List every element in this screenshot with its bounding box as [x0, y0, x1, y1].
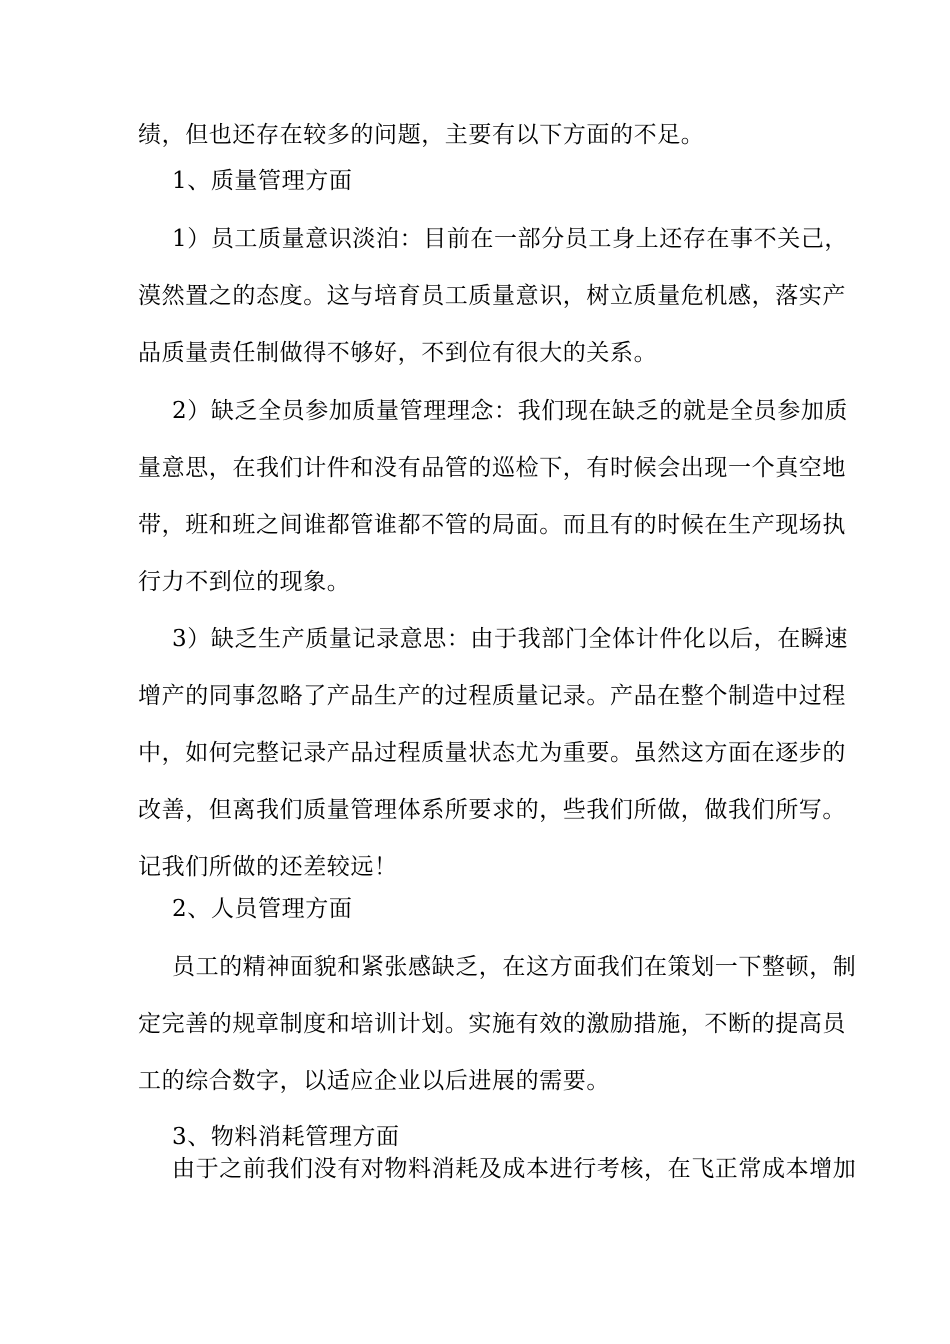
paragraph-line: 定完善的规章制度和培训计划。实施有效的激励措施，不断的提高员	[138, 1011, 846, 1037]
paragraph-line: 增产的同事忽略了产品生产的过程质量记录。产品在整个制造中过程	[138, 683, 846, 709]
paragraph-line: 改善，但离我们质量管理体系所要求的，些我们所做，做我们所写。	[138, 797, 846, 823]
paragraph-line: 2）缺乏全员参加质量管理理念：我们现在缺乏的就是全员参加质	[172, 398, 849, 424]
paragraph-line: 由于之前我们没有对物料消耗及成本进行考核，在飞正常成本增加	[172, 1156, 857, 1182]
paragraph-line: 员工的精神面貌和紧张感缺乏，在这方面我们在策划一下整顿，制	[172, 954, 857, 980]
section-heading-personnel: 2、人员管理方面	[172, 896, 353, 922]
paragraph-line: 漠然置之的态度。这与培育员工质量意识，树立质量危机感，落实产	[138, 283, 846, 309]
paragraph-line: 中，如何完整记录产品过程质量状态尤为重要。虽然这方面在逐步的	[138, 740, 846, 766]
paragraph-line: 1）员工质量意识淡泊：目前在一部分员工身上还存在事不关己，	[172, 226, 849, 252]
paragraph-line: 记我们所做的还差较远！	[138, 854, 398, 880]
section-heading-materials: 3、物料消耗管理方面	[172, 1124, 400, 1150]
paragraph-line: 品质量责任制做得不够好，不到位有很大的关系。	[138, 340, 658, 366]
paragraph-line: 3）缺乏生产质量记录意思：由于我部门全体计件化以后，在瞬速	[172, 626, 849, 652]
paragraph-line: 带，班和班之间谁都管谁都不管的局面。而且有的时候在生产现场执	[138, 512, 846, 538]
paragraph-line: 行力不到位的现象。	[138, 569, 351, 595]
paragraph-line: 量意思，在我们计件和没有品管的巡检下，有时候会出现一个真空地	[138, 455, 846, 481]
paragraph-continuation-line: 绩，但也还存在较多的问题，主要有以下方面的不足。	[138, 122, 705, 148]
paragraph-line: 工的综合数字，以适应企业以后进展的需要。	[138, 1068, 610, 1094]
section-heading-quality: 1、质量管理方面	[172, 168, 353, 194]
